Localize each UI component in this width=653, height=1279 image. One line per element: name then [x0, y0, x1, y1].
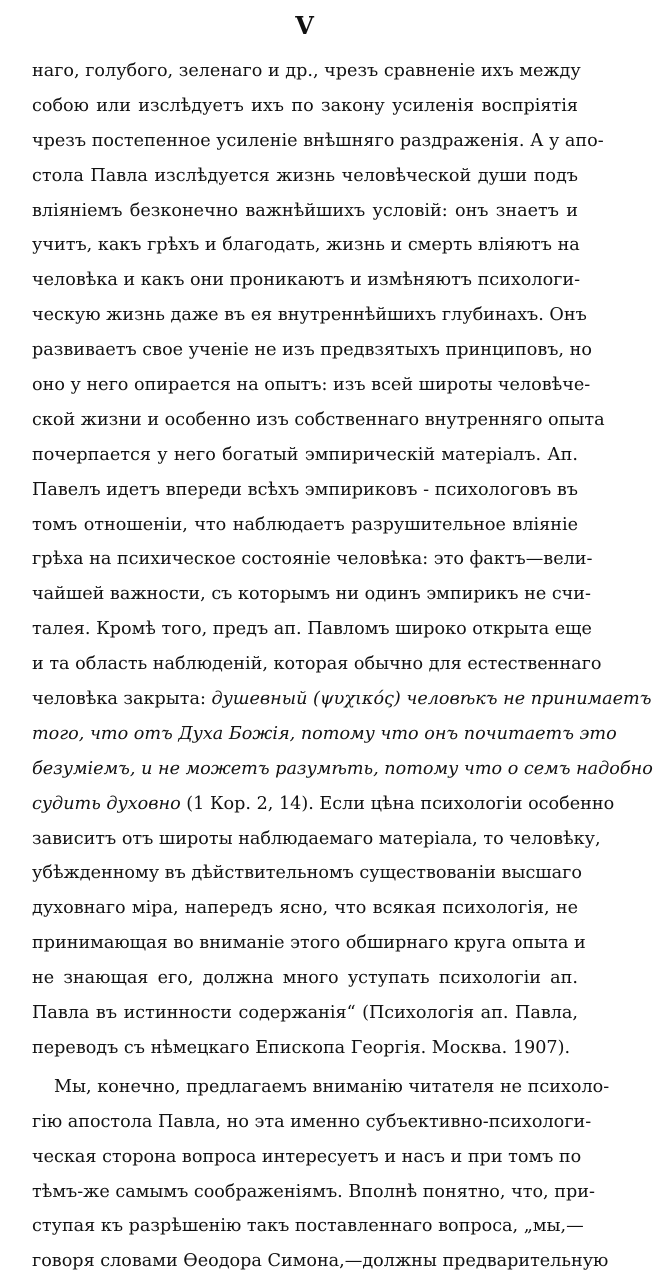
text-line: томъ отношеніи, что наблюдаетъ разрушительное вліяніе — [32, 514, 578, 535]
page-number: V — [295, 11, 315, 40]
text-line: наго, голубого, зеленаго и др., чрезъ сравненіе ихъ между — [32, 61, 581, 81]
scripture-quote-line — [32, 787, 615, 822]
text-line: почерпается у него богатый эмпирическій матеріалъ. Ап. — [32, 444, 578, 465]
text-line: убѣжденному въ дѣйствительномъ существованіи высшаго — [32, 863, 582, 884]
text-line: говоря словами Ѳеодора Симона,—должны предварительную — [32, 1251, 609, 1272]
text-line: гію апостола Павла, но эта именно субъективно-психологи- — [32, 1111, 592, 1132]
scripture-quote-line: безуміемъ, и не можетъ разумѣть, потому что о семъ надобно — [32, 758, 653, 779]
text-line: собою или изслѣдуетъ ихъ по закону усиленія воспріятія — [32, 95, 578, 116]
paragraph-2 — [32, 1070, 610, 1279]
text-line: талея. Кромѣ того, предъ ап. Павломъ широко открыта еще — [32, 619, 592, 640]
text-line: и та область наблюденій, которая обычно для естественнаго — [32, 654, 602, 675]
text-line: чрезъ постепенное усиленіе внѣшняго раздраженія. А у апо- — [32, 130, 604, 151]
text-line: духовнаго міра, напередъ ясно, что всякая психологія, не — [32, 898, 578, 919]
text-line: ческая сторона вопроса интересуетъ и насъ и при томъ по — [32, 1146, 582, 1167]
text-span: (1 Кор. 2, 14). Если цѣна психологіи особенно — [180, 793, 615, 814]
paragraph-1 — [32, 54, 653, 1066]
text-line: учитъ, какъ грѣхъ и благодать, жизнь и смерть вліяютъ на — [32, 235, 580, 256]
text-line: Мы, конечно, предлагаемъ вниманію читателя не психоло- — [54, 1076, 610, 1097]
text-line: Павла въ истинности содержанія“ (Психологія ап. Павла, — [32, 1003, 578, 1024]
text-line: Павелъ идетъ впереди всѣхъ эмпириковъ - психологовъ въ — [32, 479, 578, 500]
text-line: зависитъ отъ широты наблюдаемаго матеріала, то человѣку, — [32, 828, 601, 849]
text-line: переводъ съ нѣмецкаго Епископа Георгія. Москва. 1907). — [32, 1037, 571, 1058]
text-line: тѣмъ-же самымъ соображеніямъ. Вполнѣ понятно, что, при- — [32, 1181, 595, 1202]
scripture-quote: душевный (ψυχικός) человѣкъ не принимаетъ — [211, 689, 652, 710]
text-line: ступая къ разрѣшенію такъ поставленнаго вопроса, „мы,— — [32, 1216, 584, 1237]
text-line: развиваетъ свое ученіе не изъ предвзятыхъ принциповъ, но — [32, 340, 592, 361]
text-line: не знающая его, должна много уступать психологіи ап. — [32, 968, 578, 989]
scripture-quote-line — [32, 682, 652, 717]
text-line: человѣка и какъ они проникаютъ и измѣняютъ психологи- — [32, 270, 581, 291]
text-line: грѣха на психическое состояніе человѣка: это фактъ—вели- — [32, 549, 593, 570]
text-line: принимающая во вниманіе этого обширнаго круга опыта и — [32, 933, 586, 954]
text-line: ческую жизнь даже въ ея внутреннѣйшихъ глубинахъ. Онъ — [32, 305, 587, 326]
scripture-quote-line: того, что отъ Духа Божія, потому что онъ почитаетъ это — [32, 723, 617, 744]
text-line: вліяніемъ безконечно важнѣйшихъ условій: онъ знаетъ и — [32, 200, 578, 221]
scripture-quote: судить духовно — [32, 793, 181, 814]
text-line: чайшей важности, съ которымъ ни одинъ эмпирикъ не счи- — [32, 584, 591, 605]
text-line: стола Павла изслѣдуется жизнь человѣческой души подъ — [32, 165, 578, 186]
text-line: ской жизни и особенно изъ собственнаго внутренняго опыта — [32, 409, 605, 430]
text-line: оно у него опирается на опытъ: изъ всей широты человѣче- — [32, 375, 591, 396]
text-span: человѣка закрыта: — [32, 689, 212, 710]
